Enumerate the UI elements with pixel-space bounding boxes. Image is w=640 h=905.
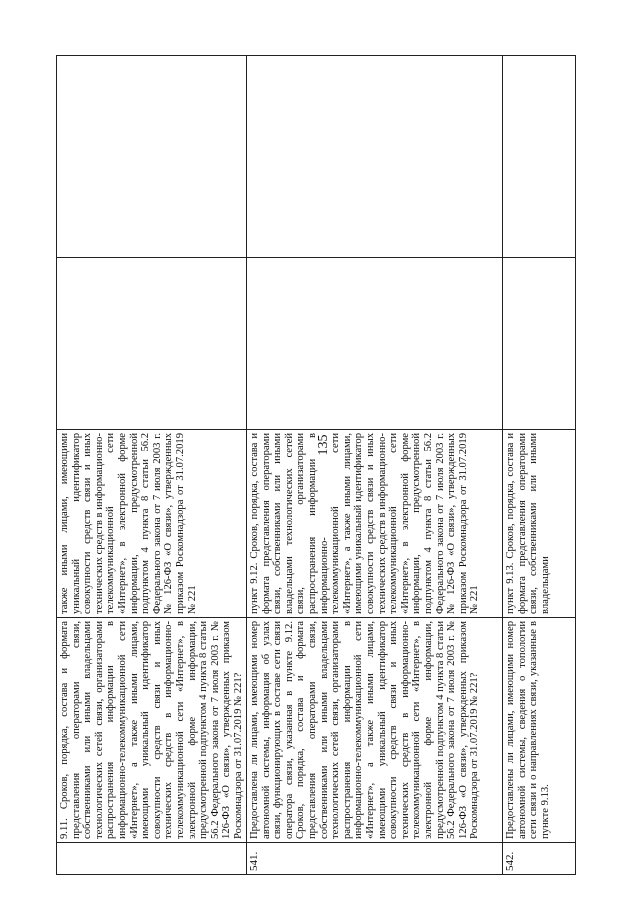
notes-cell <box>247 55 502 257</box>
table-row <box>57 55 247 874</box>
row-number: 542. <box>503 842 575 874</box>
page-number: 135 <box>316 434 331 456</box>
legal-reference: пункт 9.13. Сроков, порядка, состава и формата представления операторами связи, собственниками или иными владельцами <box>503 429 575 617</box>
question-text: Предоставлены ли лицами, имеющими номер автономной системы, сведения о топологии сети связи и о направлениях связи, указанные в пункте 9.13. <box>503 617 575 842</box>
row-number <box>57 842 246 874</box>
checklist-table <box>56 55 576 875</box>
question-text: Предоставлена ли лицами, имеющими номер автономной системы, информация об узлах связи, функционирующих в составе сети связи оператора связи, указанная в пункте 9.12. Сроков, порядка, состава и формата представления операторами связи, собственниками или иными владельцами технологических сетей связи, организаторами распространения информации в информационно-телекоммуникационной сети «Интернет», а также иными лицами, имеющими уникальный идентификатор совокупности средств связи и иных технических средств в информационно-телекоммуникационной сети «Интернет», в электронной форме информации, предусмотренной подпунктом 4 пункта 8 статьи 56.2 Федерального закона от 7 июля 2003 г. № 126-ФЗ «О связи», утвержденных приказом Роскомнадзора от 31.07.2019 № 221? <box>247 617 502 842</box>
legal-reference: пункт 9.12. Сроков, порядка, состава и формата представления операторами связи, собственниками или иными владельцами технологических сетей связи, организаторами распространения информации в информационно-телекоммуникационной сети «Интернет», а также иными лицами, имеющими уникальный идентификатор совокупности средств связи и иных технических средств в информационно-телекоммуникационной сети «Интернет», в электронной форме информации, предусмотренной подпунктом 4 пункта 8 статьи 56.2 Федерального закона от 7 июля 2003 г. № 126-ФЗ «О связи», утвержденных приказом Роскомнадзора от 31.07.2019 № 221 <box>247 429 502 617</box>
table-row <box>247 55 503 874</box>
answer-cell <box>503 257 575 429</box>
answer-cell <box>57 257 246 429</box>
table-row <box>503 55 576 874</box>
notes-cell <box>57 55 246 257</box>
notes-cell <box>503 55 575 257</box>
question-text: 9.11. Сроков, порядка, состава и формата представления операторами связи, собственниками или иными владельцами технологических сетей связи, организаторами распространения информации в информационно-телекоммуникационной сети «Интернет», а также иными лицами, имеющими уникальный идентификатор совокупности средств связи и иных технических средств в информационно-телекоммуникационной сети «Интернет», в электронной форме информации, предусмотренной подпунктом 4 пункта 8 статьи 56.2 Федерального закона от 7 июля 2003 г. № 126-ФЗ «О связи», утвержденных приказом Роскомнадзора от 31.07.2019 № 221? <box>57 617 246 842</box>
row-number: 541. <box>247 842 502 874</box>
answer-cell <box>247 257 502 429</box>
legal-reference: также иными лицами, имеющими уникальный идентификатор совокупности средств связи и иных технических средств в информационно-телекоммуникационной сети «Интернет», в электронной форме информации, предусмотренной подпунктом 4 пункта 8 статьи 56.2 Федерального закона от 7 июля 2003 г. № 126-ФЗ «О связи», утвержденных приказом Роскомнадзора от 31.07.2019 № 221 <box>57 429 246 617</box>
